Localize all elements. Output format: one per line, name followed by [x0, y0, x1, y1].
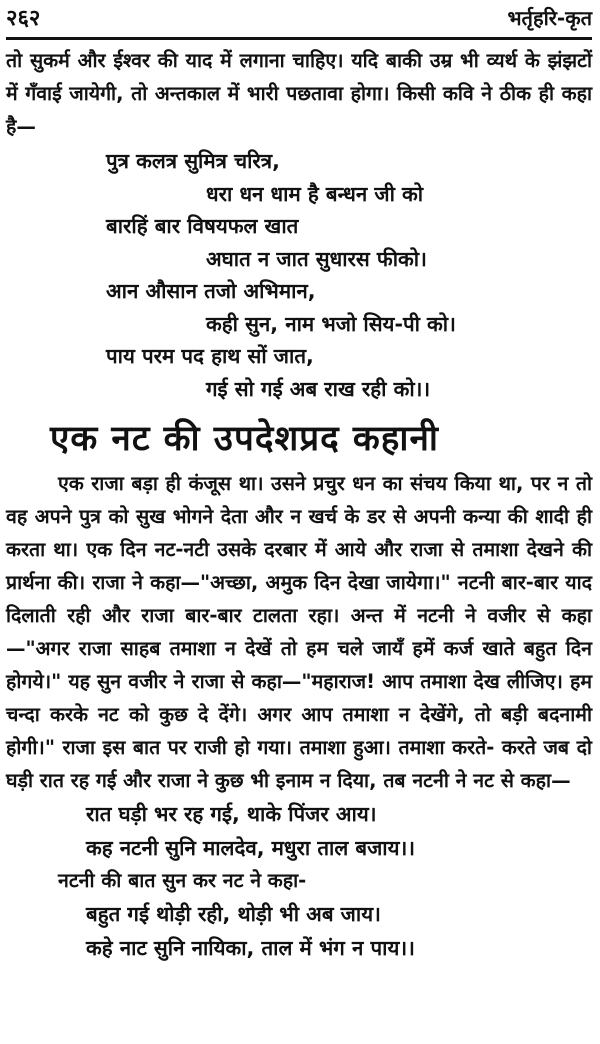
- text-line: करते जब दो घड़ी रात रह गई और राजा ने कुछ भी इनाम न दिया,: [6, 736, 592, 792]
- verse-line: रात घड़ी भर रह गई, थाके पिंजर आय।: [86, 802, 377, 826]
- text-line: था, पर न तो वह अपने पुत्र को सुख भोगने देता और न खर्च के: [6, 472, 592, 528]
- paragraph-2: [6, 467, 592, 797]
- text-line: डर से अपनी कन्या की शादी ही करता था। एक दिन नट-नटी: [6, 505, 592, 561]
- text-line: राजा ने कहा—"अच्छा, अमुक दिन देखा जायेगा।" नटनी बार-बार: [92, 571, 566, 594]
- story-title: एक नट की उपदेशप्रद कहानी: [50, 419, 439, 459]
- text-line: होगा। किसी कवि ने ठीक ही कहा है—: [6, 82, 592, 138]
- verse-line: कह नटनी सुनि मालदेव, मधुरा ताल बजाय।।: [86, 836, 416, 860]
- verse-line: अघात न जात सुधारस फीको।: [206, 246, 427, 271]
- text-line: तब नटनी ने नट से कहा—: [383, 769, 571, 792]
- verse-line: पाय परम पद हाथ सों जात,: [106, 344, 314, 368]
- text-line: उसके दरबार में आये और राजा से तमाशा देखने की प्रार्थना की।: [6, 538, 592, 594]
- verse-2: [6, 797, 592, 865]
- text-line: याद दिलाती रही और राजा बार-बार टालता रहा। अन्त में नटनी ने: [6, 571, 592, 627]
- text-line: को कुछ दे देंगे। अगर आप तमाशा न देखेंगे, तो बड़ी बदनामी: [128, 703, 593, 726]
- verse-line: कही सुन, नाम भजो सिय-पी को।: [206, 311, 456, 336]
- verse-line: आन औसान तजो अभिमान,: [106, 279, 316, 303]
- page-number: २६२: [6, 6, 41, 31]
- text-line: हमें कर्ज खाते बहुत दिन होगये।" यह सुन वजीर ने राजा से: [6, 637, 592, 693]
- text-line: वजीर से कहा—"अगर राजा साहब तमाशा न देखें तो हम चले जायँ: [6, 604, 592, 660]
- verse-line: बारहिं बार विषयफल खात: [106, 214, 299, 238]
- verse-line: गई सो गई अब राख रही को।।: [206, 376, 431, 401]
- verse-1: [6, 145, 592, 405]
- verse-line: बहुत गई थोड़ी रही, थोड़ी भी अब जाय।: [86, 902, 381, 926]
- verse-line: धरा धन धाम है बन्धन जी को: [206, 181, 424, 206]
- page-header: [6, 0, 592, 40]
- text-line: कहा—"महाराज! आप तमाशा देख लीजिए। हम चन्दा करके नट: [6, 670, 592, 726]
- verse-3: [6, 897, 592, 965]
- text-line: तो सुकर्म और ईश्वर की याद में लगाना चाहिए। यदि बाकी उम्र भी: [6, 49, 487, 72]
- verse-line: कहे नाट सुनि नायिका, ताल में भंग न पाय।।: [86, 936, 415, 960]
- text-line: होगी।" राजा इस बात पर राजी हो गया। तमाशा हुआ। तमाशा करते-: [6, 736, 502, 759]
- text-line: व्यर्थ के झंझटों में गँवाई जायेगी, तो अन्तकाल में भारी पछतावा: [6, 49, 592, 105]
- verse-3-intro: नटनी की बात सुन कर नट ने कहा-: [58, 869, 307, 892]
- text-line: एक राजा बड़ा ही कंजूस था। उसने प्रचुर धन का संचय किया: [58, 472, 499, 495]
- paragraph-1: [6, 44, 592, 143]
- verse-line: पुत्र कलत्र सुमित्र चरित्र,: [106, 149, 280, 173]
- running-head: भर्तृहरि-कृत: [507, 6, 592, 30]
